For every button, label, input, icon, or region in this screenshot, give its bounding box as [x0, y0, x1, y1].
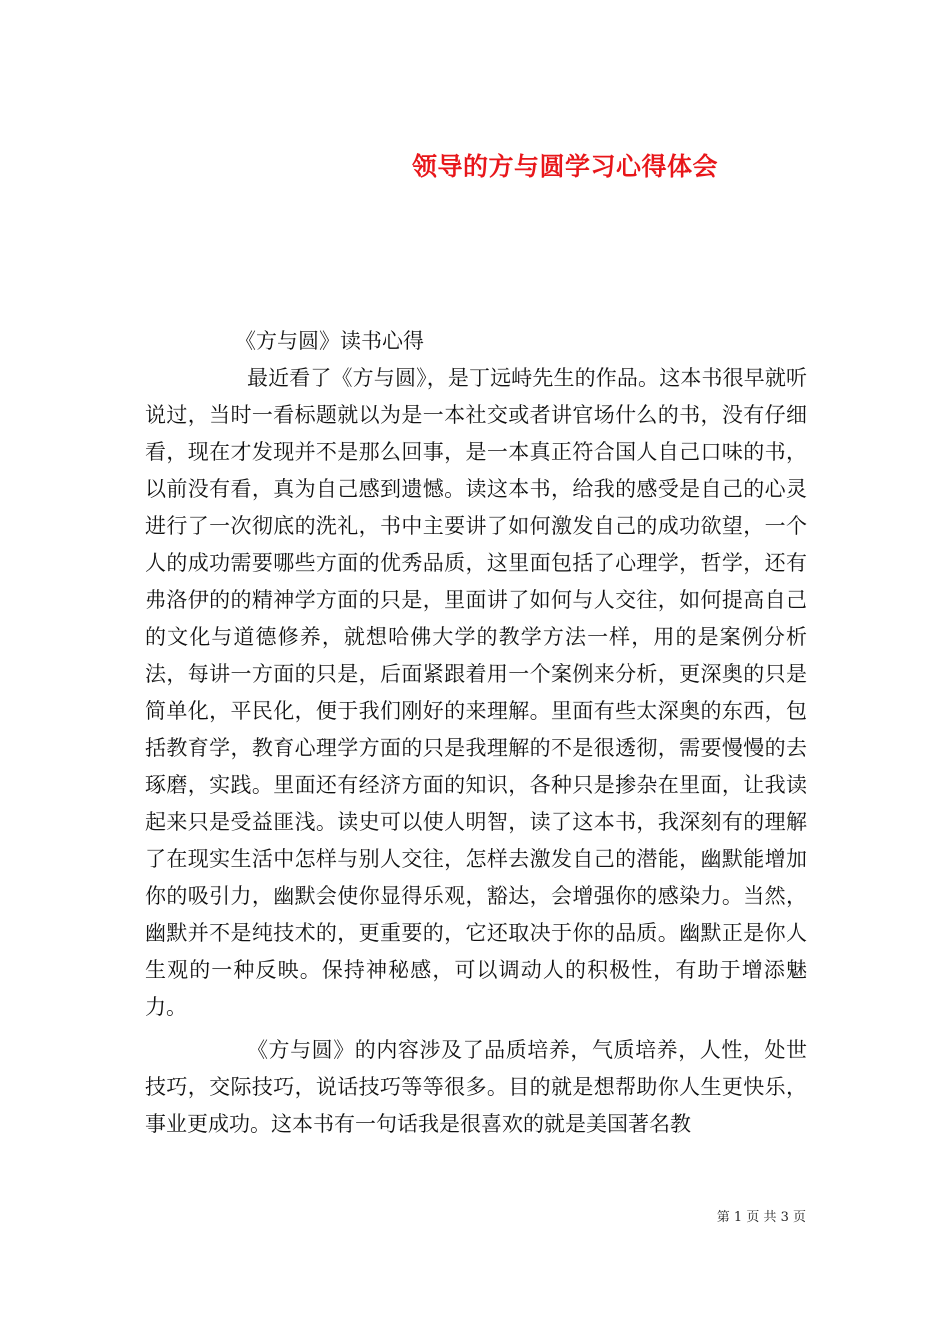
document-body: [145, 323, 807, 1143]
page-number: 第 1 页 共 3 页: [716, 1210, 806, 1225]
body-paragraph-2: 《方与圆》的内容涉及了品质培养，气质培养，人性，处世技巧，交际技巧，说话技巧等等很多。目的就是想帮助你人生更快乐，事业更成功。这本书有一句话我是很喜欢的就是美国著名教: [145, 1038, 807, 1136]
body-paragraph-1: 最近看了《方与圆》，是丁远峙先生的作品。这本书很早就听说过，当时一看标题就以为是一本社交或者讲官场什么的书，没有仔细看，现在才发现并不是那么回事，是一本真正符合国人自己口味的书，以前没有看，真为自己感到遗憾。读这本书，给我的感受是自己的心灵进行了一次彻底的洗礼，书中主要讲了如何激发自己的成功欲望，一个人的成功需要哪些方面的优秀品质，这里面包括了心理学，哲学，还有弗洛伊的的精神学方面的只是，里面讲了如何与人交往，如何提高自己的文化与道德修养，就想哈佛大学的教学方法一样，用的是案例分析法，每讲一方面的只是，后面紧跟着用一个案例来分析，更深奥的只是简单化，平民化，便于我们刚好的来理解。里面有些太深奥的东西，包括教育学，教育心理学方面的只是我理解的不是很透彻，需要慢慢的去琢磨，实践。里面还有经济方面的知识，各种只是掺杂在里面，让我读起来只是受益匪浅。读史可以使人明智，读了这本书，我深刻有的理解了在现实生活中怎样与别人交往，怎样去激发自己的潜能，幽默能增加你的吸引力，幽默会使你显得乐观，豁达，会增强你的感染力。当然，幽默并不是纯技术的，更重要的，它还取决于你的品质。幽默正是你人生观的一种反映。保持神秘感，可以调动人的积极性，有助于增添魅力。: [145, 366, 807, 1019]
section-subheading: 《方与圆》读书心得: [235, 329, 424, 353]
document-title: 领导的方与圆学习心得体会: [411, 151, 718, 181]
